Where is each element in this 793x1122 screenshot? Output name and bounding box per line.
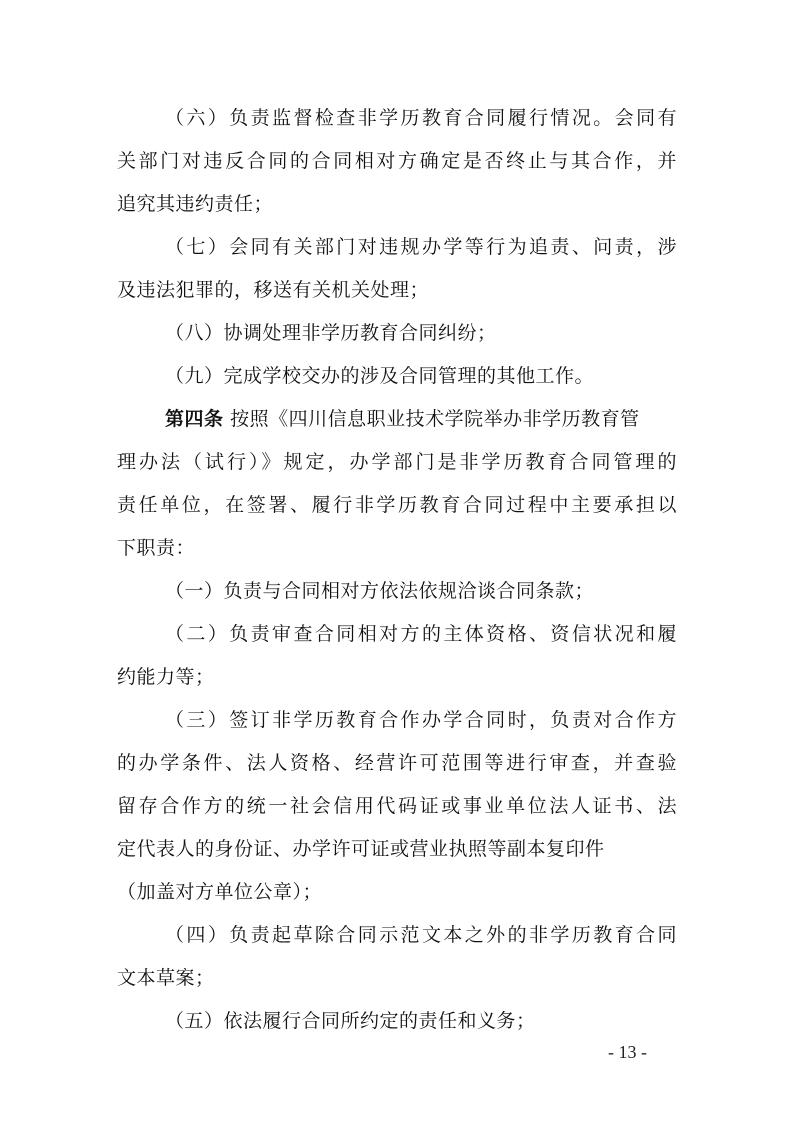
paragraph-line: 追究其违约责任； [117, 193, 274, 215]
paragraph-line: 下职责： [117, 537, 196, 559]
paragraph-line: （五）依法履行合同所约定的责任和义务； [165, 1010, 536, 1032]
paragraph-line: （三）签订非学历教育合作办学合同时，负责对合作方 [165, 709, 677, 731]
paragraph-line: 留存合作方的统一社会信用代码证或事业单位法人证书、法 [117, 795, 677, 817]
paragraph-line: （九）完成学校交办的涉及合同管理的其他工作。 [165, 365, 595, 387]
paragraph-line: （六）负责监督检查非学历教育合同履行情况。会同有 [165, 107, 677, 129]
paragraph-line: 定代表人的身份证、办学许可证或营业执照等副本复印件 [117, 838, 605, 860]
paragraph-line: 关部门对违反合同的合同相对方确定是否终止与其合作，并 [117, 150, 677, 172]
paragraph-line: （七）会同有关部门对违规办学等行为追责、问责，涉 [165, 236, 677, 258]
paragraph-line: 文本草案； [117, 967, 215, 989]
page-number: - 13 - [608, 1042, 647, 1062]
paragraph-line: （加盖对方单位公章）； [117, 881, 323, 903]
article-heading-line [165, 406, 677, 432]
article-number: 第四条 [165, 408, 224, 430]
paragraph-line: 的办学条件、法人资格、经营许可范围等进行审查，并查验 [117, 752, 677, 774]
paragraph-line: 约能力等； [117, 666, 215, 688]
paragraph-line: （一）负责与合同相对方依法依规洽谈合同条款； [165, 580, 595, 602]
article-text: 按照《四川信息职业技术学院举办非学历教育管 [230, 408, 640, 430]
paragraph-line: （八）协调处理非学历教育合同纠纷； [165, 322, 497, 344]
paragraph-line: （四）负责起草除合同示范文本之外的非学历教育合同 [165, 924, 677, 946]
paragraph-line: 理办法（试行）》规定，办学部门是非学历教育合同管理的 [117, 451, 677, 473]
paragraph-line: 责任单位，在签署、履行非学历教育合同过程中主要承担以 [117, 494, 677, 516]
paragraph-line: （二）负责审查合同相对方的主体资格、资信状况和履 [165, 623, 677, 645]
paragraph-line: 及违法犯罪的，移送有关机关处理； [117, 279, 430, 301]
